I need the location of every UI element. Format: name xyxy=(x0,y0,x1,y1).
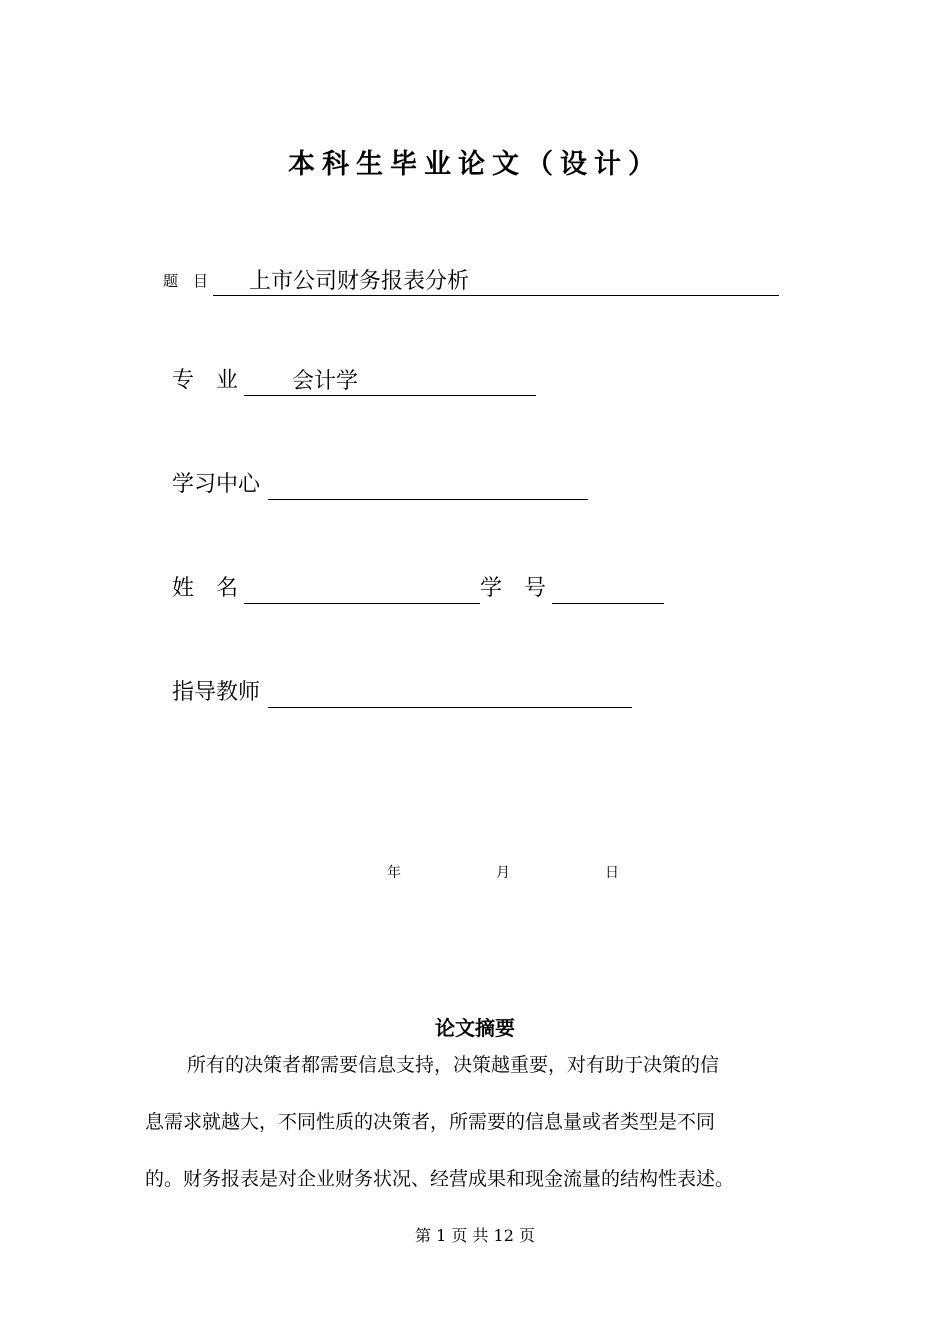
advisor-line xyxy=(268,680,632,708)
abstract-body xyxy=(145,1037,815,1208)
abstract-line-3: 的。财务报表是对企业财务状况、经营成果和现金流量的结构性表述。 xyxy=(145,1168,735,1190)
date-day: 日 xyxy=(605,865,619,881)
major-field xyxy=(172,366,536,396)
document-title: 本科生毕业论文（设计） xyxy=(288,149,662,180)
date-year: 年 xyxy=(387,865,401,881)
topic-field xyxy=(163,266,779,296)
major-label: 专 业 xyxy=(172,368,239,393)
date-month: 月 xyxy=(496,865,510,881)
name-id-field xyxy=(172,574,664,604)
advisor-label: 指导教师 xyxy=(172,680,261,705)
abstract-line-2: 息需求就越大，不同性质的决策者，所需要的信息量或者类型是不同 xyxy=(145,1111,716,1133)
page-footer: 第 1 页 共 12 页 xyxy=(415,1226,535,1245)
center-label: 学习中心 xyxy=(172,472,261,497)
advisor-field xyxy=(172,678,632,708)
topic-label: 题 目 xyxy=(163,272,209,290)
id-line xyxy=(552,576,664,604)
name-label: 姓 名 xyxy=(172,576,239,601)
major-value: 会计学 xyxy=(244,368,536,396)
topic-value: 上市公司财务报表分析 xyxy=(213,268,779,296)
id-label: 学 号 xyxy=(480,576,547,601)
abstract-line-1: 所有的决策者都需要信息支持，决策越重要，对有助于决策的信 xyxy=(187,1054,720,1076)
center-line xyxy=(268,472,588,500)
center-field xyxy=(172,470,588,500)
abstract-heading: 论文摘要 xyxy=(435,1016,515,1040)
name-line xyxy=(244,576,480,604)
